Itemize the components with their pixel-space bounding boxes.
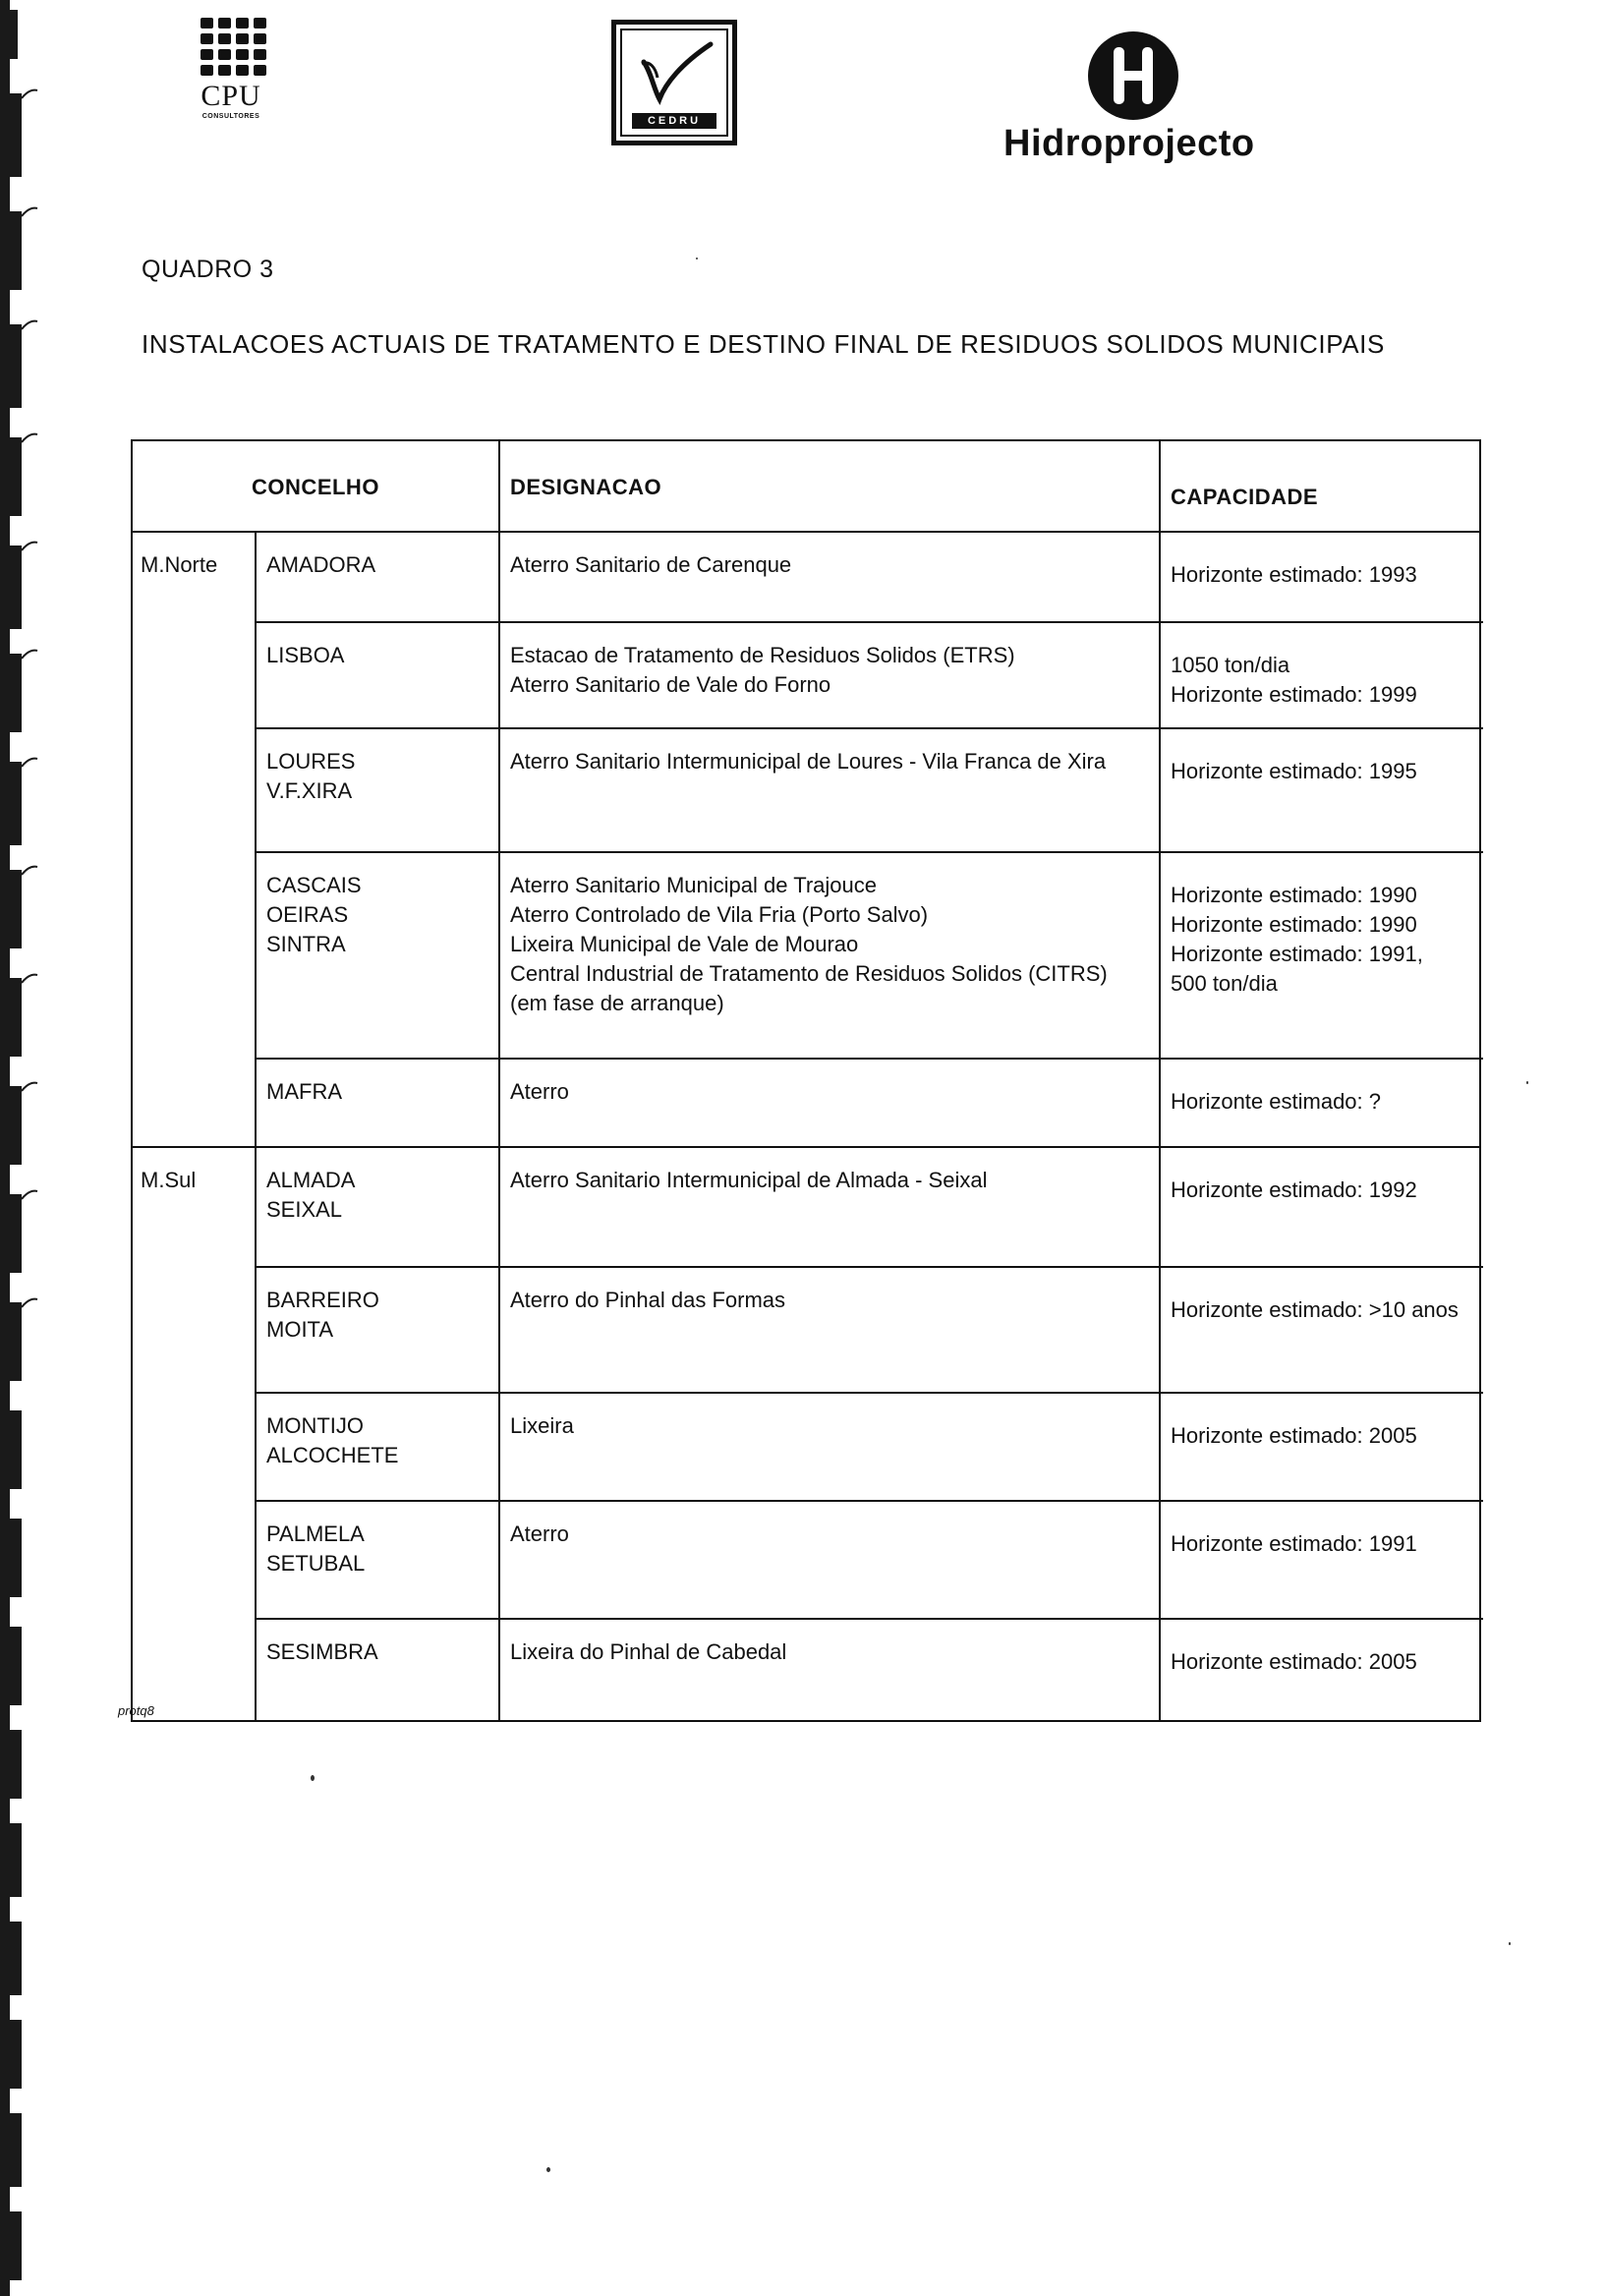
- table-row: [257, 727, 1483, 851]
- cell-designacao: [498, 1620, 1159, 1720]
- region-block: [131, 1146, 1481, 1722]
- table-row: [257, 851, 1483, 1058]
- cell-designacao: [498, 1268, 1159, 1392]
- capacidade-line: Horizonte estimado: ?: [1171, 1089, 1381, 1114]
- cpu-grid-icon: [200, 18, 280, 76]
- cell-designacao: [498, 533, 1159, 621]
- capacidade-line: Horizonte estimado: 1992: [1171, 1177, 1417, 1202]
- designacao-line: Aterro: [510, 1079, 569, 1104]
- cell-capacidade: [1159, 1060, 1483, 1146]
- binding-edge: [0, 0, 39, 2296]
- scan-speck: [1526, 1081, 1528, 1084]
- region-label: M.Sul: [133, 1148, 257, 1720]
- cell-concelho: [257, 1060, 498, 1146]
- hidroprojecto-logo: [998, 29, 1273, 167]
- concelho-line: MONTIJO: [266, 1413, 364, 1438]
- concelho-line: MAFRA: [266, 1079, 342, 1104]
- cpu-logo: [192, 18, 280, 145]
- capacidade-line: Horizonte estimado: 1990: [1171, 883, 1417, 907]
- capacidade-line: Horizonte estimado: 1995: [1171, 759, 1417, 783]
- cell-designacao: [498, 729, 1159, 851]
- cell-concelho: [257, 623, 498, 727]
- table-title: INSTALACOES ACTUAIS DE TRATAMENTO E DESTINO FINAL DE RESIDUOS SOLIDOS MUNICIPAIS: [142, 329, 1385, 359]
- designacao-line: Aterro Controlado de Vila Fria (Porto Salvo): [510, 902, 929, 927]
- facilities-table: [131, 439, 1481, 1722]
- hidroprojecto-logo-text: Hidroprojecto: [1003, 123, 1255, 164]
- capacidade-line: Horizonte estimado: 1991: [1171, 1531, 1417, 1556]
- designacao-line: Aterro Sanitario de Carenque: [510, 552, 792, 577]
- concelho-line: LOURES: [266, 749, 356, 774]
- concelho-line: LISBOA: [266, 643, 345, 667]
- concelho-line: ALMADA: [266, 1168, 356, 1192]
- table-row: [257, 1058, 1483, 1146]
- cell-designacao: [498, 1502, 1159, 1618]
- designacao-line: Lixeira Municipal de Vale de Mourao: [510, 932, 859, 956]
- table-row: [257, 1266, 1483, 1392]
- designacao-line: Aterro Sanitario Municipal de Trajouce: [510, 873, 877, 897]
- cell-concelho: [257, 1268, 498, 1392]
- cpu-logo-subtitle: CONSULTORES: [201, 113, 260, 120]
- table-row: [257, 621, 1483, 727]
- capacidade-line: Horizonte estimado: 2005: [1171, 1649, 1417, 1674]
- cpu-logo-text: CPU: [200, 80, 261, 112]
- region-label: M.Norte: [133, 533, 257, 1146]
- cell-capacidade: [1159, 623, 1483, 727]
- table-row: [257, 1392, 1483, 1500]
- capacidade-line: Horizonte estimado: 1991,: [1171, 942, 1423, 966]
- capacidade-line: Horizonte estimado: >10 anos: [1171, 1297, 1459, 1322]
- region-block: [131, 531, 1481, 1146]
- designacao-line: Estacao de Tratamento de Residuos Solidos (ETRS): [510, 643, 1015, 667]
- concelho-line: SINTRA: [266, 932, 346, 956]
- cell-concelho: [257, 853, 498, 1058]
- cell-concelho: [257, 533, 498, 621]
- concelho-line: BARREIRO: [266, 1288, 379, 1312]
- capacidade-line: Horizonte estimado: 1993: [1171, 562, 1417, 587]
- cell-designacao: [498, 1060, 1159, 1146]
- designacao-line: Central Industrial de Tratamento de Residuos Solidos (CITRS): [510, 961, 1108, 986]
- scan-speck: [696, 258, 698, 259]
- capacidade-line: Horizonte estimado: 2005: [1171, 1423, 1417, 1448]
- cell-capacidade: [1159, 1502, 1483, 1618]
- concelho-line: PALMELA: [266, 1521, 365, 1546]
- concelho-line: ALCOCHETE: [266, 1443, 399, 1467]
- designacao-line: Aterro: [510, 1521, 569, 1546]
- designacao-line: Aterro Sanitario Intermunicipal de Loures - Vila Franca de Xira: [510, 749, 1107, 774]
- designacao-line: Aterro do Pinhal das Formas: [510, 1288, 786, 1312]
- concelho-line: SETUBAL: [266, 1551, 366, 1576]
- capacidade-line: 500 ton/dia: [1171, 971, 1278, 996]
- cedru-logo-text: CEDRU: [632, 113, 716, 129]
- cell-designacao: [498, 1394, 1159, 1500]
- cell-capacidade: [1159, 1620, 1483, 1720]
- table-number: QUADRO 3: [142, 256, 274, 283]
- cedru-logo: [611, 20, 737, 145]
- table-header: [131, 439, 1481, 531]
- scan-speck: [1509, 1942, 1511, 1945]
- cell-capacidade: [1159, 1148, 1483, 1266]
- cell-designacao: [498, 623, 1159, 727]
- cell-capacidade: [1159, 1394, 1483, 1500]
- cell-capacidade: [1159, 533, 1483, 621]
- footnote: protq8: [118, 1703, 154, 1718]
- concelho-line: CASCAIS: [266, 873, 362, 897]
- designacao-line: Lixeira: [510, 1413, 574, 1438]
- designacao-line: Aterro Sanitario de Vale do Forno: [510, 672, 831, 697]
- table-row: [257, 1500, 1483, 1618]
- header-concelho: CONCELHO: [252, 475, 379, 499]
- designacao-line: Aterro Sanitario Intermunicipal de Almada - Seixal: [510, 1168, 988, 1192]
- cell-capacidade: [1159, 853, 1483, 1058]
- cell-designacao: [498, 853, 1159, 1058]
- designacao-line: Lixeira do Pinhal de Cabedal: [510, 1639, 787, 1664]
- table-row: [257, 1618, 1483, 1720]
- capacidade-line: Horizonte estimado: 1999: [1171, 682, 1417, 707]
- concelho-line: V.F.XIRA: [266, 778, 353, 803]
- table-row: [257, 1148, 1483, 1266]
- capacidade-line: Horizonte estimado: 1990: [1171, 912, 1417, 937]
- designacao-line: (em fase de arranque): [510, 991, 724, 1015]
- cell-capacidade: [1159, 1268, 1483, 1392]
- header-designacao: DESIGNACAO: [498, 441, 1159, 531]
- concelho-line: AMADORA: [266, 552, 376, 577]
- cell-concelho: [257, 1394, 498, 1500]
- concelho-line: SESIMBRA: [266, 1639, 378, 1664]
- cell-concelho: [257, 1502, 498, 1618]
- hidroprojecto-mark-icon: [1084, 29, 1182, 123]
- concelho-line: OEIRAS: [266, 902, 349, 927]
- header-capacidade: CAPACIDADE: [1159, 441, 1483, 531]
- scan-speck: [546, 2167, 550, 2172]
- scan-speck: [311, 1775, 315, 1781]
- concelho-line: MOITA: [266, 1317, 334, 1342]
- cedru-mark-icon: [622, 34, 726, 113]
- cell-concelho: [257, 1620, 498, 1720]
- cell-concelho: [257, 729, 498, 851]
- table-row: [257, 533, 1483, 621]
- concelho-line: SEIXAL: [266, 1197, 343, 1222]
- cell-designacao: [498, 1148, 1159, 1266]
- capacidade-line: 1050 ton/dia: [1171, 653, 1290, 677]
- cell-concelho: [257, 1148, 498, 1266]
- cell-capacidade: [1159, 729, 1483, 851]
